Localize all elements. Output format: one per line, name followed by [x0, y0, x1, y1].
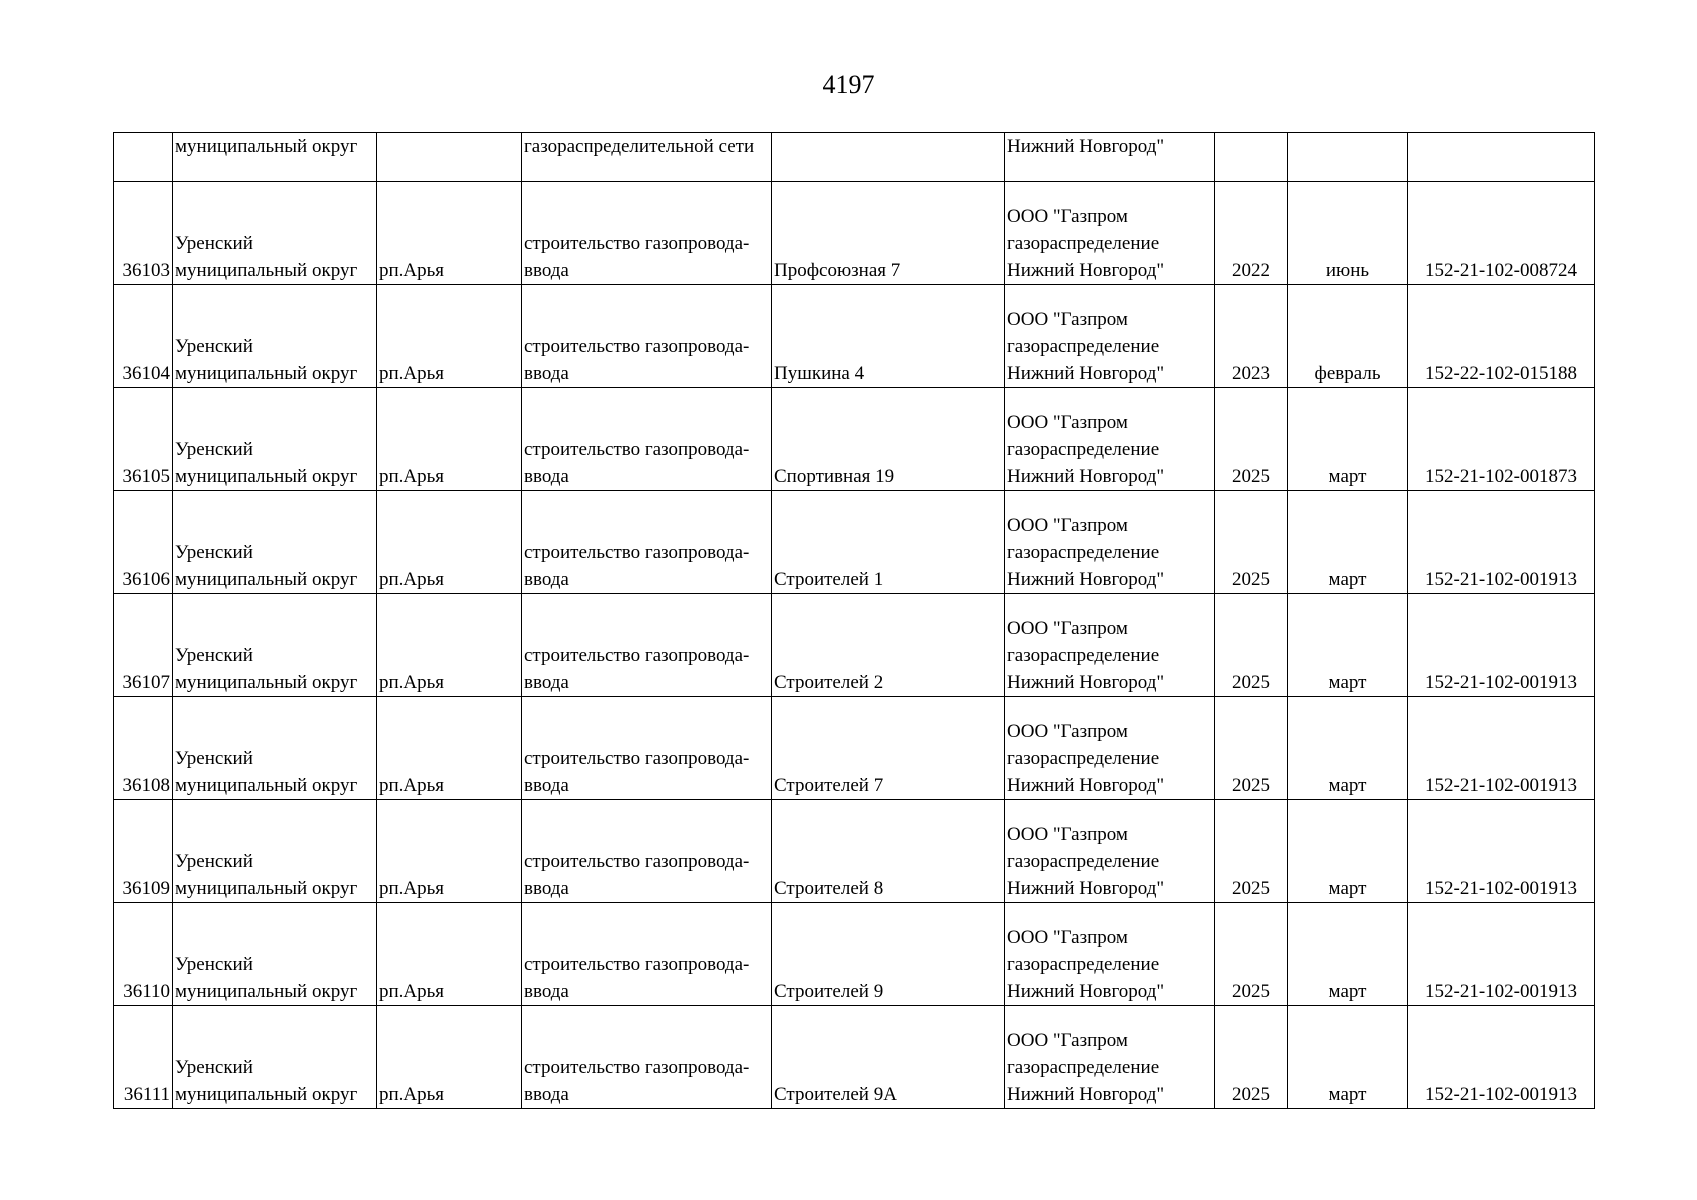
cell-month: [1288, 133, 1408, 182]
cell-year: 2025: [1215, 903, 1288, 1006]
cell-locality: рп.Арья: [377, 697, 522, 800]
cell-number: 36104: [114, 285, 173, 388]
cell-year: 2025: [1215, 491, 1288, 594]
cell-locality: рп.Арья: [377, 903, 522, 1006]
cell-month: июнь: [1288, 182, 1408, 285]
cell-organization: ООО "Газпром газораспределение Нижний Новгород": [1005, 182, 1215, 285]
cell-code: 152-22-102-015188: [1408, 285, 1595, 388]
cell-year: 2022: [1215, 182, 1288, 285]
cell-organization: ООО "Газпром газораспределение Нижний Новгород": [1005, 285, 1215, 388]
cell-number: 36105: [114, 388, 173, 491]
cell-district: Уренский муниципальный округ: [173, 491, 377, 594]
cell-year: 2025: [1215, 1006, 1288, 1109]
cell-work-type: строительство газопровода- ввода: [522, 388, 772, 491]
cell-work-type: строительство газопровода- ввода: [522, 800, 772, 903]
cell-district: Уренский муниципальный округ: [173, 285, 377, 388]
cell-address: Строителей 2: [772, 594, 1005, 697]
cell-address: Строителей 9А: [772, 1006, 1005, 1109]
table-row: [114, 903, 1595, 1006]
table-row: [114, 800, 1595, 903]
cell-organization: ООО "Газпром газораспределение Нижний Новгород": [1005, 1006, 1215, 1109]
cell-locality: рп.Арья: [377, 491, 522, 594]
table-row: [114, 1006, 1595, 1109]
table-row: [114, 491, 1595, 594]
cell-code: 152-21-102-001873: [1408, 388, 1595, 491]
cell-work-type: строительство газопровода- ввода: [522, 903, 772, 1006]
cell-address: Строителей 1: [772, 491, 1005, 594]
cell-month: февраль: [1288, 285, 1408, 388]
cell-district: Уренский муниципальный округ: [173, 1006, 377, 1109]
table-row: [114, 697, 1595, 800]
table-row: [114, 388, 1595, 491]
table-body: [114, 133, 1595, 1109]
cell-organization: ООО "Газпром газораспределение Нижний Новгород": [1005, 697, 1215, 800]
cell-year: [1215, 133, 1288, 182]
cell-year: 2025: [1215, 697, 1288, 800]
cell-code: [1408, 133, 1595, 182]
cell-code: 152-21-102-001913: [1408, 697, 1595, 800]
cell-locality: рп.Арья: [377, 800, 522, 903]
cell-address: [772, 133, 1005, 182]
cell-address: Строителей 9: [772, 903, 1005, 1006]
table-row: [114, 285, 1595, 388]
cell-work-type: строительство газопровода- ввода: [522, 697, 772, 800]
cell-month: март: [1288, 697, 1408, 800]
table-row: [114, 594, 1595, 697]
cell-organization: Нижний Новгород": [1005, 133, 1215, 182]
cell-number: 36111: [114, 1006, 173, 1109]
cell-month: март: [1288, 491, 1408, 594]
cell-address: Профсоюзная 7: [772, 182, 1005, 285]
cell-address: Спортивная 19: [772, 388, 1005, 491]
cell-year: 2025: [1215, 800, 1288, 903]
cell-locality: [377, 133, 522, 182]
cell-year: 2025: [1215, 594, 1288, 697]
cell-month: март: [1288, 903, 1408, 1006]
cell-code: 152-21-102-001913: [1408, 903, 1595, 1006]
cell-organization: ООО "Газпром газораспределение Нижний Новгород": [1005, 903, 1215, 1006]
cell-locality: рп.Арья: [377, 1006, 522, 1109]
cell-locality: рп.Арья: [377, 594, 522, 697]
cell-locality: рп.Арья: [377, 388, 522, 491]
cell-month: март: [1288, 388, 1408, 491]
cell-number: 36106: [114, 491, 173, 594]
cell-address: Пушкина 4: [772, 285, 1005, 388]
cell-number: 36108: [114, 697, 173, 800]
cell-code: 152-21-102-001913: [1408, 491, 1595, 594]
cell-organization: ООО "Газпром газораспределение Нижний Новгород": [1005, 800, 1215, 903]
cell-work-type: строительство газопровода- ввода: [522, 491, 772, 594]
cell-organization: ООО "Газпром газораспределение Нижний Новгород": [1005, 491, 1215, 594]
cell-district: Уренский муниципальный округ: [173, 182, 377, 285]
cell-code: 152-21-102-001913: [1408, 594, 1595, 697]
cell-year: 2023: [1215, 285, 1288, 388]
cell-work-type: строительство газопровода- ввода: [522, 594, 772, 697]
page-number: 4197: [822, 70, 875, 99]
cell-number: [114, 133, 173, 182]
cell-month: март: [1288, 1006, 1408, 1109]
cell-locality: рп.Арья: [377, 182, 522, 285]
table-row-continued: [114, 133, 1595, 182]
table-row: [114, 182, 1595, 285]
cell-locality: рп.Арья: [377, 285, 522, 388]
cell-organization: ООО "Газпром газораспределение Нижний Новгород": [1005, 388, 1215, 491]
cell-work-type: строительство газопровода- ввода: [522, 1006, 772, 1109]
cell-work-type: строительство газопровода- ввода: [522, 285, 772, 388]
cell-number: 36103: [114, 182, 173, 285]
cell-code: 152-21-102-008724: [1408, 182, 1595, 285]
cell-code: 152-21-102-001913: [1408, 1006, 1595, 1109]
cell-address: Строителей 7: [772, 697, 1005, 800]
cell-year: 2025: [1215, 388, 1288, 491]
cell-number: 36109: [114, 800, 173, 903]
cell-district: Уренский муниципальный округ: [173, 697, 377, 800]
cell-month: март: [1288, 594, 1408, 697]
cell-work-type: строительство газопровода- ввода: [522, 182, 772, 285]
cell-address: Строителей 8: [772, 800, 1005, 903]
cell-number: 36110: [114, 903, 173, 1006]
cell-district: Уренский муниципальный округ: [173, 800, 377, 903]
cell-district: Уренский муниципальный округ: [173, 903, 377, 1006]
cell-work-type: газораспределительной сети: [522, 133, 772, 182]
cell-district: муниципальный округ: [173, 133, 377, 182]
cell-code: 152-21-102-001913: [1408, 800, 1595, 903]
cell-district: Уренский муниципальный округ: [173, 594, 377, 697]
cell-number: 36107: [114, 594, 173, 697]
cell-district: Уренский муниципальный округ: [173, 388, 377, 491]
cell-organization: ООО "Газпром газораспределение Нижний Новгород": [1005, 594, 1215, 697]
cell-month: март: [1288, 800, 1408, 903]
registry-table: [113, 132, 1595, 1109]
